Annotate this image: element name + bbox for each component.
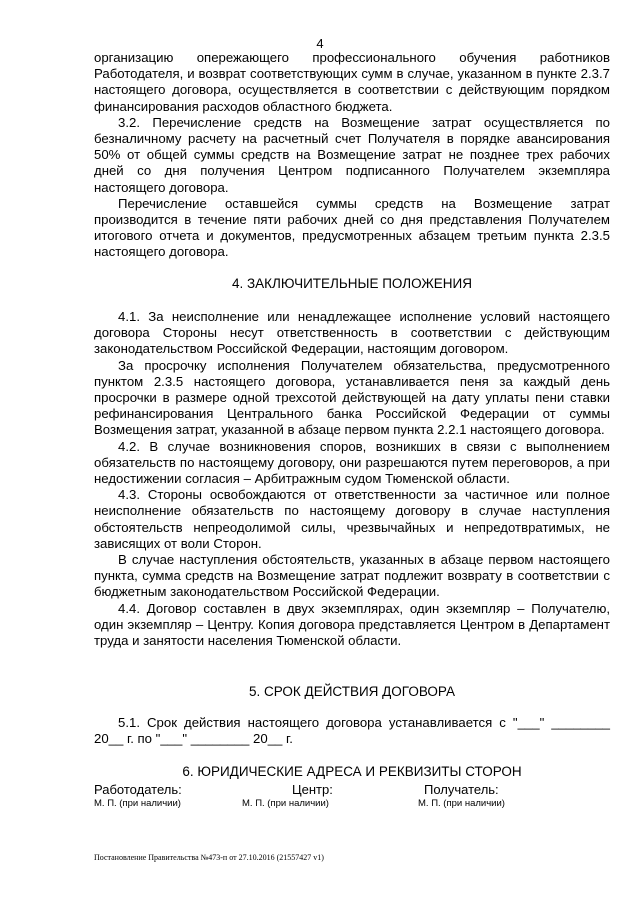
section-4-heading: 4. ЗАКЛЮЧИТЕЛЬНЫЕ ПОЛОЖЕНИЯ: [232, 276, 472, 291]
section-4-body: [94, 309, 610, 649]
section-6-heading: 6. ЮРИДИЧЕСКИЕ АДРЕСА И РЕКВИЗИТЫ СТОРОН: [182, 764, 522, 779]
paragraph-4-4: 4.4. Договор составлен в двух экземплярах, один экземпляр – Получателю, один экземпляр – Центру. Копия договора представляется Центром в Департамент труда и занятости населения Тюменской области.: [94, 600, 610, 649]
paragraph-4-2: 4.2. В случае возникновения споров, возникших в связи с выполнением обязательств по настоящему договору, они разрешаются путем переговоров, а при недостижении согласия – Арбитражным судом Тюменской области.: [94, 438, 610, 487]
section-5-heading: 5. СРОК ДЕЙСТВИЯ ДОГОВОРА: [248, 684, 456, 699]
page-number: 4: [316, 36, 324, 51]
paragraph-4-1: 4.1. За неисполнение или ненадлежащее исполнение условий настоящего договора Стороны несут ответственность в соответствии с действующим законодательством Российской Федерации, настоящим договором.: [94, 309, 610, 357]
paragraph-3-1-continuation: организацию опережающего профессионального обучения работников Работодателя, и возврат соответствующих сумм в случае, указанном в пункте 2.3.7 настоящего договора, осуществляется в соответствии с действующим порядком финансирования расходов областного бюджета.: [94, 50, 610, 114]
section-6: [94, 764, 610, 779]
section-5-body: [94, 715, 610, 747]
paragraph-4-3: 4.3. Стороны освобождаются от ответственности за частичное или полное неисполнение обязательств по настоящему договору в случае наступления обстоятельств непреодолимой силы, чрезвычайных и непредотвратимых, не зависящих от воли Сторон.: [94, 487, 610, 551]
stamp-note-center: М. П. (при наличии): [242, 798, 329, 809]
paragraph-3-2: 3.2. Перечисление средств на Возмещение затрат осуществляется по безналичному расчету на расчетный счет Получателя в порядке авансирования 50% от общей суммы средств на Возмещение затрат не позднее трех рабочих дней со дня получения Центром подписанного Получателем экземпляра настоящего договора.: [94, 114, 610, 195]
paragraph-3-2-remainder: Перечисление оставшейся суммы средств на Возмещение затрат производится в течение пяти рабочих дней со дня представления Получателем итогового отчета и документов, предусмотренных абзацем третьим пункта 2.3.5 настоящего договора.: [94, 195, 610, 260]
party-employer: Работодатель:: [94, 782, 182, 797]
paragraph-4-3-return: В случае наступления обстоятельств, указанных в абзаце первом настоящего пункта, сумма средств на Возмещение затрат подлежит возврату в соответствии с бюджетным законодательством Российской Федерации.: [94, 552, 610, 600]
section-4: [94, 276, 610, 649]
party-recipient: Получатель:: [424, 782, 499, 797]
stamp-note-recipient: М. П. (при наличии): [418, 798, 505, 809]
party-center: Центр:: [292, 782, 333, 797]
stamp-note-employer: М. П. (при наличии): [94, 798, 181, 809]
section-5: [94, 684, 610, 747]
paragraph-4-1-penalty: За просрочку исполнения Получателем обязательства, предусмотренного пунктом 2.3.5 настоящего договора, устанавливается пеня за каждый день просрочки в размере одной трехсотой действующей на дату уплаты пени ставки рефинансирования Центрального банка Российской Федерации от суммы Возмещения затрат, указанной в абзаце первом пункта 2.2.1 настоящего договора.: [94, 357, 610, 438]
document-footer: Постановление Правительства №473-п от 27.10.2016 (21557427 v1): [94, 853, 324, 862]
paragraph-5-1: 5.1. Срок действия настоящего договора устанавливается с "___" ________ 20__ г. по "___" ________ 20__ г.: [94, 715, 610, 747]
top-text-block: [94, 50, 610, 261]
